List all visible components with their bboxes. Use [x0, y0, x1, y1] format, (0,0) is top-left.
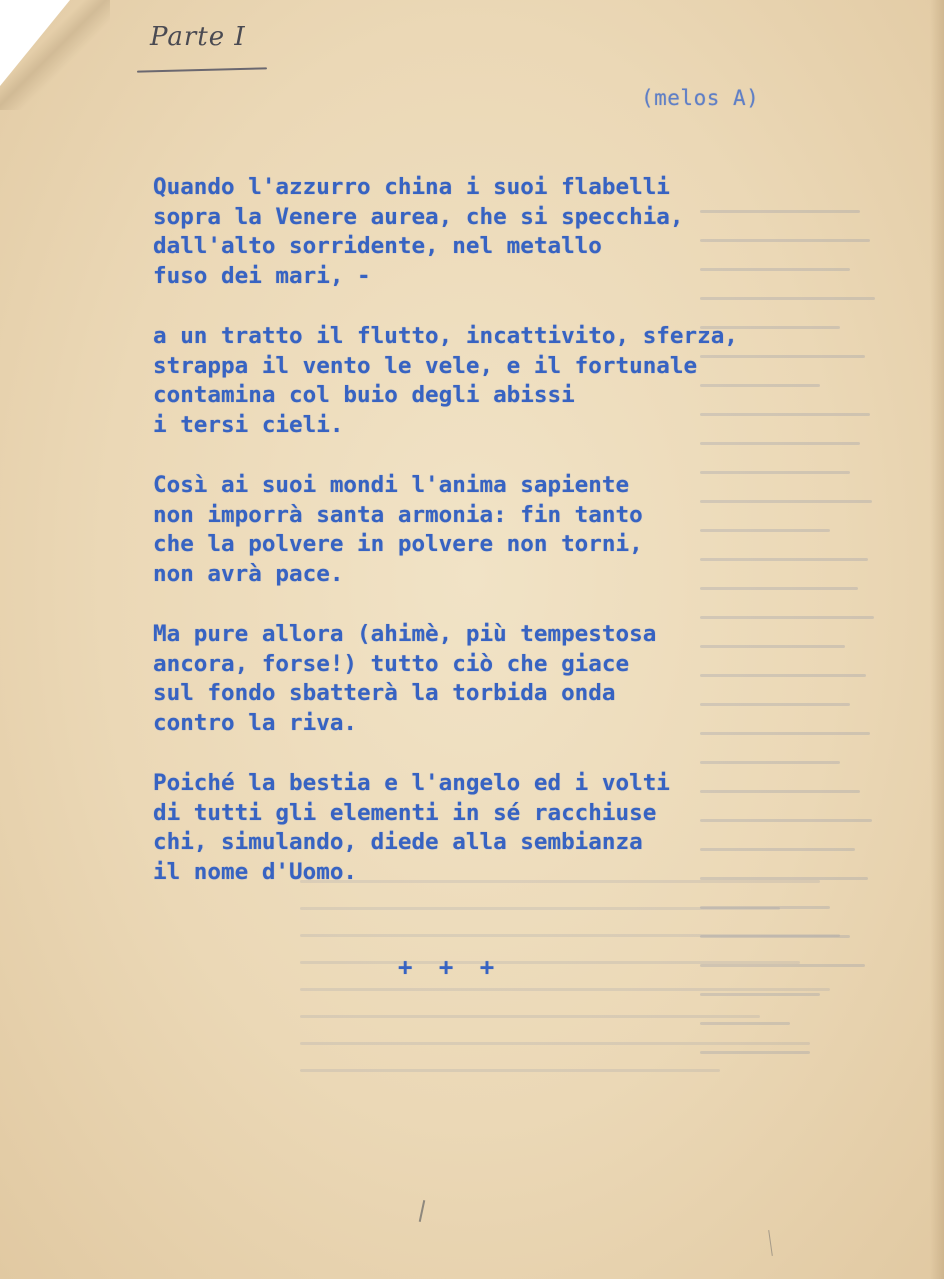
pencil-mark: [768, 1230, 773, 1256]
stanza: [153, 322, 853, 440]
poem-line: di tutti gli elementi in sé racchiuse: [153, 799, 657, 826]
poem-line: dall'alto sorridente, nel metallo: [153, 233, 602, 259]
poem-line: Così ai suoi mondi l'anima sapiente: [153, 472, 630, 498]
poem-line: a un tratto il flutto, incattivito, sferza,: [153, 323, 738, 349]
poem-line: Ma pure allora (ahimè, più tempestosa: [153, 621, 657, 647]
page-edge-shading: [930, 0, 944, 1279]
poem-line: che la polvere in polvere non torni,: [153, 531, 643, 557]
poem-line: Poiché la bestia e l'angelo ed i volti: [153, 770, 670, 796]
poem-line: sul fondo sbatterà la torbida onda: [153, 680, 616, 706]
poem-line: il nome d'Uomo.: [153, 858, 358, 885]
poem-line: contamina col buio degli abissi: [153, 382, 575, 408]
poem-line: chi, simulando, diede alla sembianza: [153, 829, 643, 855]
stanza: [153, 471, 853, 589]
poem-body: [153, 173, 853, 918]
stanza: [153, 173, 853, 291]
poem-line: non avrà pace.: [153, 560, 344, 587]
folded-corner: [0, 0, 70, 86]
handwritten-underline: [137, 67, 267, 72]
poem-line: sopra la Venere aurea, che si specchia,: [153, 203, 684, 230]
poem-line: strappa il vento le vele, e il fortunale: [153, 352, 698, 379]
section-ornament: + + +: [398, 953, 501, 981]
poem-line: i tersi cieli.: [153, 411, 344, 438]
stanza: [153, 620, 853, 738]
handwritten-heading: Parte I: [150, 22, 246, 52]
poem-line: Quando l'azzurro china i suoi flabelli: [153, 174, 670, 200]
poem-line: contro la riva.: [153, 709, 358, 736]
section-subtitle: (melos A): [641, 86, 760, 110]
poem-line: ancora, forse!) tutto ciò che giace: [153, 650, 630, 677]
stanza: [153, 769, 853, 887]
pencil-mark: [419, 1200, 426, 1222]
poem-line: fuso dei mari, -: [153, 262, 371, 289]
poem-line: non imporrà santa armonia: fin tanto: [153, 501, 643, 528]
